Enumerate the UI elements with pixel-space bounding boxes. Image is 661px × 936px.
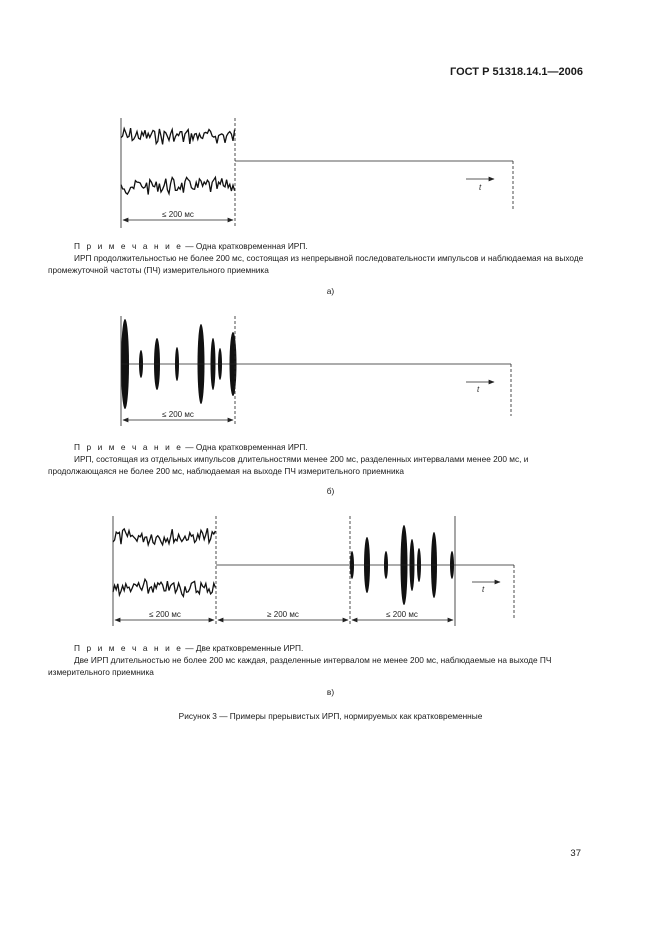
standard-header: ГОСТ Р 51318.14.1—2006	[449, 66, 583, 78]
figure-c-time-label: t	[482, 585, 485, 594]
note-label: П р и м е ч а н и е	[74, 643, 183, 653]
noise-trace-bottom	[113, 579, 215, 596]
figure-b-interval-label: ≤ 200 мс	[162, 410, 194, 419]
figure-a-note	[48, 240, 584, 276]
figure-b-diagram	[0, 310, 661, 430]
figure-a-interval-label: ≤ 200 мс	[162, 210, 194, 219]
figure-a-noise-envelope-bottom	[121, 177, 235, 194]
figure-b-letter: б)	[326, 486, 335, 496]
figure-c-letter: в)	[326, 687, 335, 697]
noise-trace-top	[113, 528, 215, 545]
note-label: П р и м е ч а н и е	[74, 442, 183, 452]
page-number: 37	[570, 848, 581, 859]
figure-caption: Рисунок 3 — Примеры прерывистых ИРП, нормируемых как кратковременные	[178, 711, 483, 721]
figure-c-noise-envelope-top	[113, 528, 215, 545]
figure-a-noise-envelope-top	[121, 128, 235, 144]
figure-b-note	[48, 441, 584, 477]
figure-c-note	[48, 642, 584, 678]
noise-trace-top	[121, 128, 235, 144]
noise-trace-bottom	[121, 177, 235, 194]
note-title: — Одна кратковременная ИРП.	[185, 442, 308, 452]
figure-c-interval-label-3: ≤ 200 мс	[386, 610, 418, 619]
figure-c-diagram	[0, 510, 661, 630]
note-text: ИРП, состоящая из отдельных импульсов длительностями менее 200 мс, разделенных интервалами менее 200 мс, и продолжающаяся не более 200 мс, наблюдаемая на выходе ПЧ измерительного приемника	[48, 454, 529, 476]
figure-c-interval-label-1: ≤ 200 мс	[149, 610, 181, 619]
figure-a-time-label: t	[479, 183, 482, 192]
note-text: Две ИРП длительностью не более 200 мс каждая, разделенные интервалом не менее 200 мс, наблюдаемые на выходе ПЧ измерительного приемника	[48, 655, 552, 677]
figure-c-interval-label-2: ≥ 200 мс	[267, 610, 299, 619]
note-text: ИРП продолжительностью не более 200 мс, состоящая из непрерывной последовательности импульсов и наблюдаемая на выходе промежуточной частоты (ПЧ) измерительного приемника	[48, 253, 584, 275]
note-title: — Две кратковременные ИРП.	[185, 643, 304, 653]
figure-c-noise-envelope-bottom	[113, 579, 215, 596]
note-label: П р и м е ч а н и е	[74, 241, 183, 251]
note-title: — Одна кратковременная ИРП.	[185, 241, 308, 251]
figure-a-letter: а)	[326, 286, 335, 296]
figure-b-time-label: t	[477, 385, 480, 394]
figure-a-diagram	[0, 110, 661, 230]
